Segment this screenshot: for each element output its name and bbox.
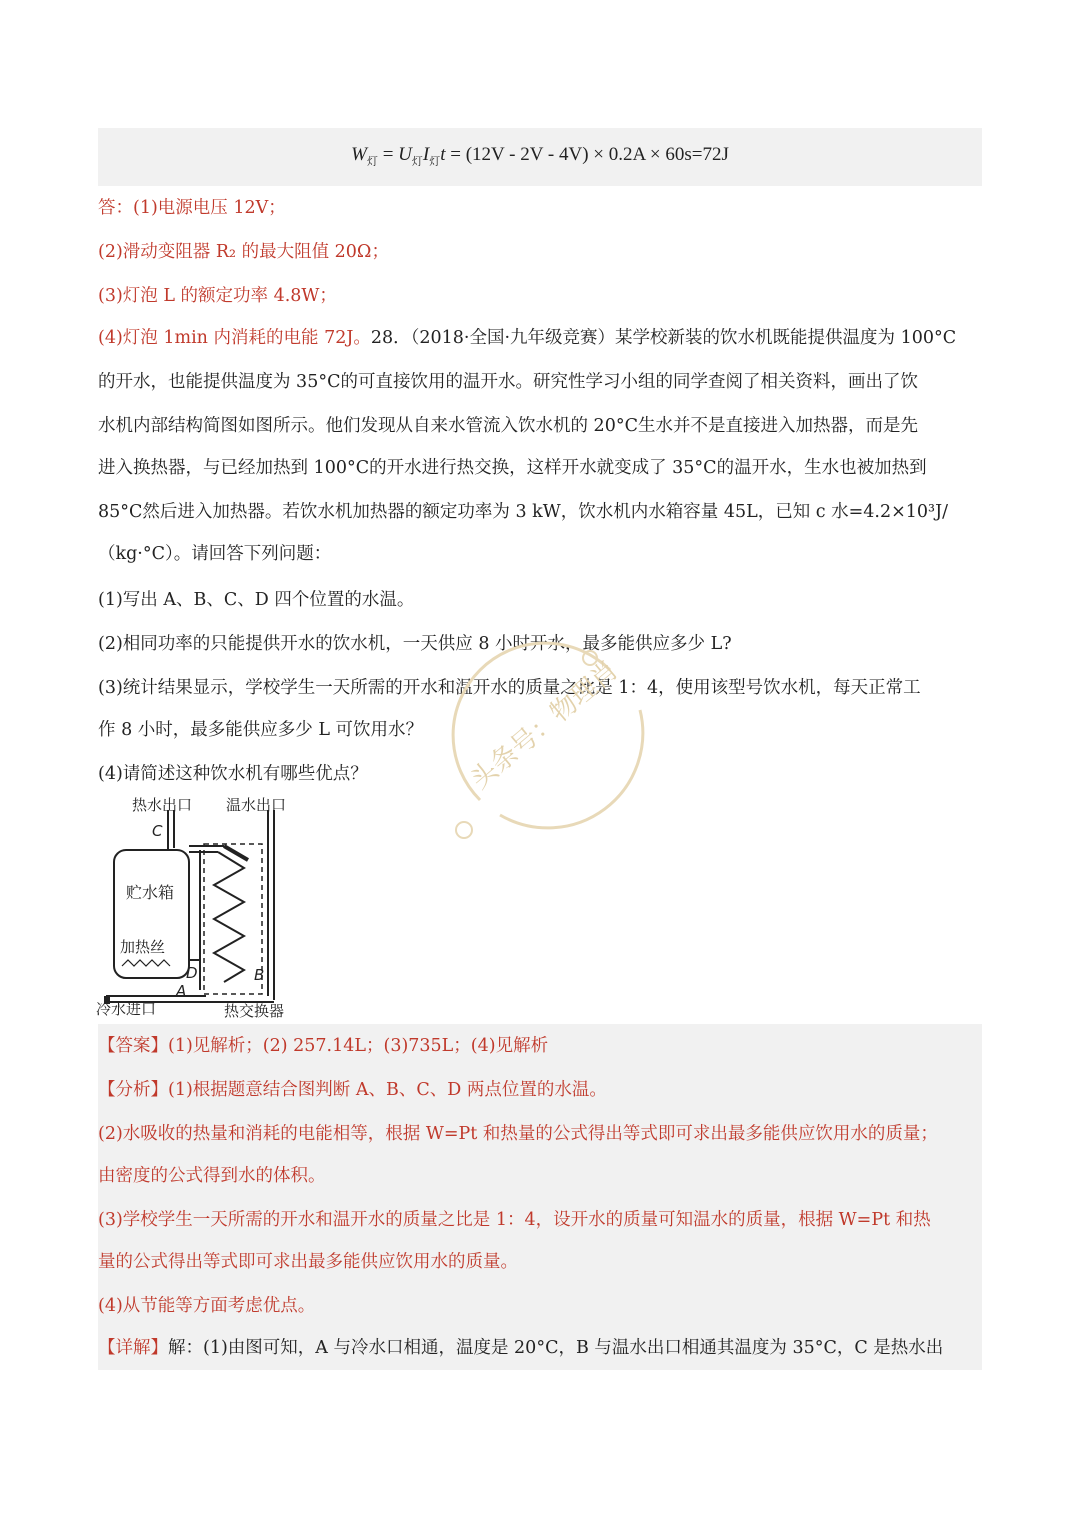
answer-line-2: (2)滑动变阻器 R₂ 的最大阻值 20Ω； bbox=[98, 242, 389, 262]
point-d-label: D bbox=[186, 964, 198, 982]
warm-outlet-label: 温水出口 bbox=[226, 796, 287, 814]
detail-text: 解：(1)由图可知，A 与冷水口相通，温度是 20°C，B 与温水出口相通其温度为 35°C，C 是热水出 bbox=[168, 1338, 944, 1358]
formula-i: I bbox=[422, 144, 430, 165]
solution-block bbox=[98, 1024, 982, 1370]
formula-eq: = bbox=[377, 144, 399, 165]
analysis-line-6: (4)从节能等方面考虑优点。 bbox=[98, 1296, 316, 1316]
tank-shape bbox=[114, 850, 189, 978]
watermark-stamp bbox=[440, 640, 660, 840]
question-line-2: 的开水，也能提供温度为 35°C的可直接饮用的温开水。研究性学习小组的同学查阅了相关资料，画出了饮 bbox=[98, 372, 918, 392]
point-a-label: A bbox=[176, 982, 187, 1000]
water-dispenser-diagram bbox=[96, 790, 316, 1020]
energy-formula bbox=[98, 144, 982, 169]
cold-inlet-label: 冷水进口 bbox=[96, 1000, 157, 1018]
tank-label: 贮水箱 bbox=[126, 883, 175, 902]
watermark-text: 头条号：物理肖 bbox=[465, 655, 624, 796]
analysis-line-1 bbox=[98, 1078, 982, 1102]
coil-shape bbox=[214, 852, 244, 982]
point-c-label: C bbox=[152, 822, 163, 840]
answer-tag: 【答案】 bbox=[98, 1036, 168, 1056]
answer-summary bbox=[98, 1034, 982, 1058]
analysis-text-1: (1)根据题意结合图判断 A、B、C、D 两点位置的水温。 bbox=[168, 1080, 607, 1100]
question-line-1: 28．（2018·全国·九年级竞赛）某学校新装的饮水机既能提供温度为 100°C bbox=[370, 328, 957, 348]
analysis-line-4: (3)学校学生一天所需的开水和温开水的质量之比是 1：4，设开水的质量可知温水的质量，根据 W=Pt 和热 bbox=[98, 1210, 931, 1230]
formula-box bbox=[98, 128, 982, 186]
detail-line-1 bbox=[98, 1336, 982, 1360]
formula-sub: 灯 bbox=[429, 155, 441, 168]
analysis-tag: 【分析】 bbox=[98, 1080, 168, 1100]
question-first-line bbox=[98, 326, 982, 350]
formula-w: W bbox=[351, 144, 367, 165]
formula-u: U bbox=[398, 144, 412, 165]
detail-tag: 【详解】 bbox=[98, 1338, 168, 1358]
answer-line-4: (4)灯泡 1min 内消耗的电能 72J。 bbox=[98, 328, 371, 348]
heater-wire-shape bbox=[122, 960, 170, 966]
hot-outlet-label: 热水出口 bbox=[132, 796, 193, 814]
answer-line-3: (3)灯泡 L 的额定功率 4.8W； bbox=[98, 286, 337, 306]
sub-question-3-cont: 作 8 小时，最多能供应多少 L 可饮用水？ bbox=[98, 720, 424, 740]
formula-sub: 灯 bbox=[366, 155, 378, 168]
point-b-label: B bbox=[254, 966, 265, 984]
analysis-line-5: 量的公式得出等式即可求出最多能供应饮用水的质量。 bbox=[98, 1252, 518, 1272]
sub-question-2: (2)相同功率的只能提供开水的饮水机，一天供应 8 小时开水，最多能供应多少 L? bbox=[98, 634, 732, 654]
formula-rest: = (12V - 2V - 4V) × 0.2A × 60s=72J bbox=[445, 144, 729, 165]
answer-line-1: 答：(1)电源电压 12V； bbox=[98, 198, 286, 218]
sub-question-4: (4)请简述这种饮水机有哪些优点？ bbox=[98, 764, 368, 784]
question-line-4: 进入换热器，与已经加热到 100°C的开水进行热交换，这样开水就变成了 35°C的温开水，生水也被加热到 bbox=[98, 458, 927, 478]
exchanger-label: 热交换器 bbox=[224, 1002, 285, 1020]
analysis-line-3: 由密度的公式得到水的体积。 bbox=[98, 1166, 326, 1186]
question-line-6: （kg·°C）。请回答下列问题： bbox=[98, 544, 332, 564]
formula-sub: 灯 bbox=[411, 155, 423, 168]
answer-text: (1)见解析；(2) 257.14L；(3)735L；(4)见解析 bbox=[168, 1036, 549, 1056]
analysis-line-2: (2)水吸收的热量和消耗的电能相等，根据 W=Pt 和热量的公式得出等式即可求出最多能供应饮用水的质量； bbox=[98, 1124, 938, 1144]
sub-question-1: (1)写出 A、B、C、D 四个位置的水温。 bbox=[98, 590, 415, 610]
sub-question-3: (3)统计结果显示，学校学生一天所需的开水和温开水的质量之比是 1：4，使用该型号饮水机，每天正常工 bbox=[98, 678, 921, 698]
question-line-5: 85°C然后进入加热器。若饮水机加热器的额定功率为 3 kW，饮水机内水箱容量 45L，已知 c 水=4.2×10³J/ bbox=[98, 502, 948, 522]
formula-t: t bbox=[440, 144, 446, 165]
heater-label: 加热丝 bbox=[120, 938, 166, 956]
question-line-3: 水机内部结构简图如图所示。他们发现从自来水管流入饮水机的 20°C生水并不是直接进入加热器，而是先 bbox=[98, 416, 918, 436]
